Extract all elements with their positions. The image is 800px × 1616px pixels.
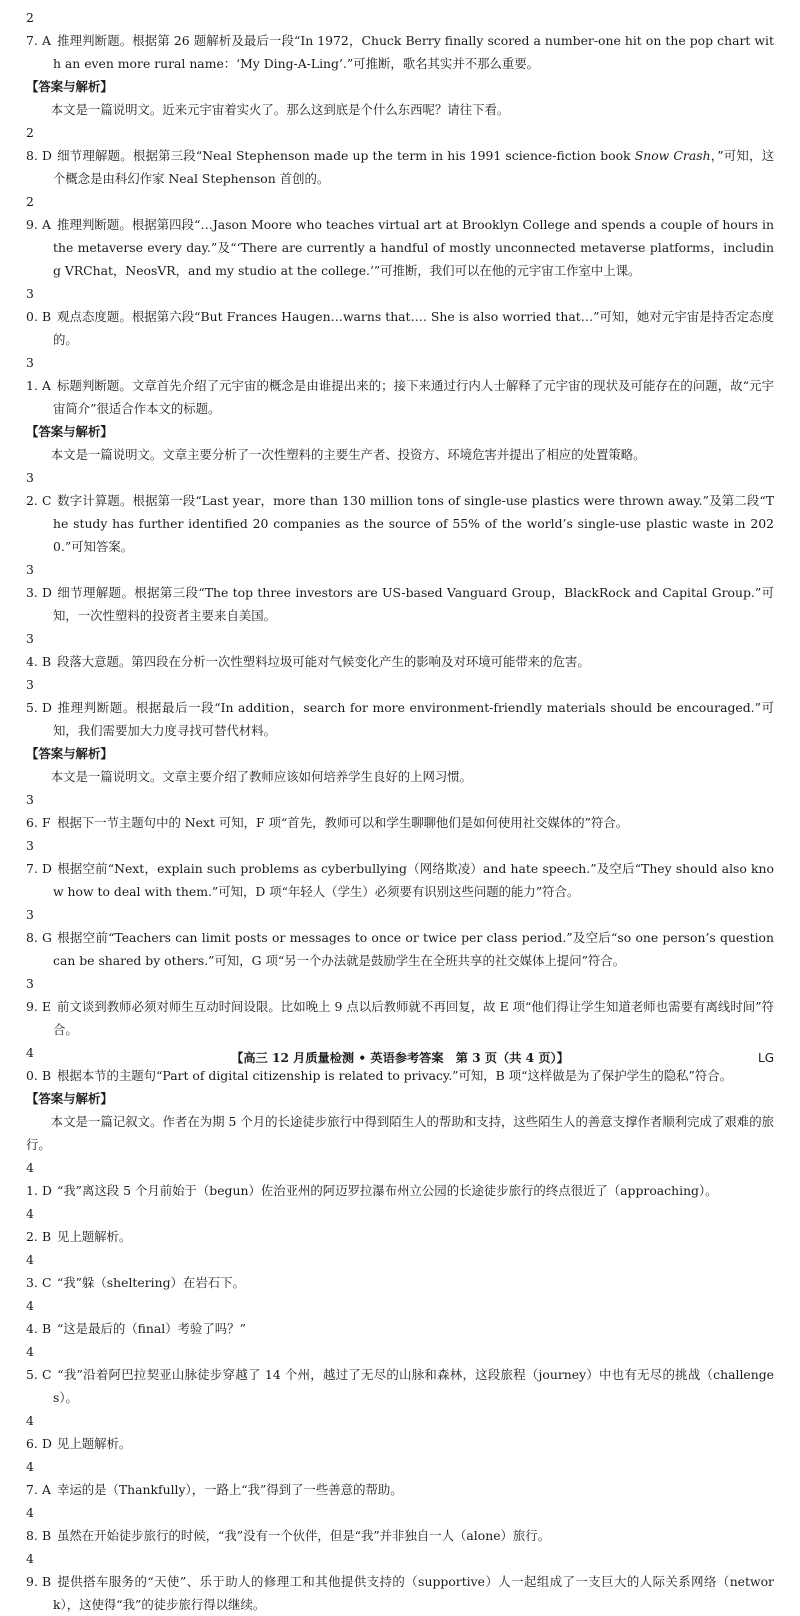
explanation-text: “我”沿着阿巴拉契亚山脉徒步穿越了 14 个州，越过了无尽的山脉和森林，这段旅程（journey）中也有无尽的挑战（challenges）。 [53, 1367, 774, 1405]
question-number: 42. [26, 1206, 38, 1244]
question-number: 44. [26, 1298, 38, 1336]
answer-item [26, 282, 774, 351]
question-number: 45. [26, 1344, 38, 1382]
question-number: 46. [26, 1413, 38, 1451]
answer-letter: B [42, 1528, 52, 1543]
explanation-text: 根据本节的主题句“Part of digital citizenship is related to privacy.”可知，B 项“这样做是为了保护学生的隐私”符合。 [56, 1068, 733, 1083]
answer-letter: A [42, 1482, 51, 1497]
answer-letter: A [42, 378, 51, 393]
answer-letter: B [42, 309, 52, 324]
footer-title: 【高三 12 月质量检测 • 英语参考答案 第 3 页（共 4 页）】 [231, 1051, 569, 1065]
explanation-text: 段落大意题。第四段在分析一次性塑料垃圾可能对气候变化产生的影响及对环境可能带来的危害。 [56, 654, 590, 669]
question-number: 30. [26, 286, 38, 324]
explanation-text: “我”躲（sheltering）在岩石下。 [56, 1275, 245, 1290]
explanation-text: 细节理解题。根据第三段“Neal Stephenson made up the term in his 1991 science-fiction book [57, 148, 635, 163]
answer-letter: A [42, 33, 51, 48]
question-number: 32. [26, 470, 38, 508]
answer-letter: B [42, 1321, 52, 1336]
answer-letter: B [42, 654, 52, 669]
answer-item [26, 1409, 774, 1455]
question-number: 49. [26, 1551, 38, 1589]
question-number: 47. [26, 1459, 38, 1497]
explanation-text: 标题判断题。文章首先介绍了元宇宙的概念是由谁提出来的；接下来通过行内人士解释了元宇宙的现状及可能存在的问题，故“元宇宙简介”很适合作本文的标题。 [53, 378, 774, 416]
answer-item [26, 466, 774, 558]
explanation-text: 见上题解析。 [56, 1229, 132, 1244]
answer-item [26, 351, 774, 420]
explanation-text: 数字计算题。根据第一段“Last year，more than 130 million tons of single-use plastics were thrown away.”及第二段“The study has further identified 20 companies as the source of 55% of the world’s single-use plastic waste in 2020.”可知答案。 [53, 493, 774, 554]
footer-code: LG [758, 1051, 774, 1065]
section-heading: 【答案与解析】 [26, 1091, 113, 1106]
question-number: 39. [26, 976, 38, 1014]
question-number: 34. [26, 631, 38, 669]
question-number: 36. [26, 792, 38, 830]
answer-item [26, 1248, 774, 1294]
answer-letter: D [42, 1183, 52, 1198]
answer-letter: C [42, 493, 52, 508]
explanation-text: 幸运的是（Thankfully），一路上“我”得到了一些善意的帮助。 [56, 1482, 403, 1497]
answer-item [26, 558, 774, 627]
answer-item [26, 1294, 774, 1340]
answer-letter: D [42, 148, 52, 163]
explanation-text-cont: ，”可知，这个概念是由科幻作家 Neal Stephenson 首创的。 [53, 148, 774, 186]
question-number: 35. [26, 677, 38, 715]
answer-letter: E [42, 999, 52, 1014]
explanation-text: 推理判断题。根据第四段“…Jason Moore who teaches virtual art at Brooklyn College and spends a couple of hours in the metaverse every day.”及“‘There are currently a handful of mostly unconnected metaverse platforms，including VRChat，NeosVR，and my studio at the college.’”可推断，我们可以在他的元宇宙工作室中上课。 [53, 217, 774, 278]
question-number: 40. [26, 1045, 38, 1083]
passage-summary: 本文是一篇记叙文。作者在为期 5 个月的长途徒步旅行中得到陌生人的帮助和支持，这些陌生人的善意支撑作者顺利完成了艰难的旅行。 [26, 1114, 774, 1152]
answer-letter: G [42, 930, 52, 945]
passage-summary: 本文是一篇说明文。近来元宇宙着实火了。那么这到底是个什么东西呢？请往下看。 [50, 102, 510, 117]
answer-letter: B [42, 1574, 52, 1589]
section-heading: 【答案与解析】 [26, 746, 113, 761]
question-number: 41. [26, 1160, 38, 1198]
question-number: 31. [26, 355, 38, 393]
answer-item [26, 1156, 774, 1202]
explanation-text: 观点态度题。根据第六段“But Frances Haugen…warns that…. She is also worried that…”可知，她对元宇宙是持否定态度的。 [53, 309, 774, 347]
question-number: 37. [26, 838, 38, 876]
explanation-text: “这是最后的（final）考验了吗？” [56, 1321, 246, 1336]
answer-item [26, 190, 774, 282]
explanation-text: 根据空前“Next，explain such problems as cyberbullying（网络欺凌）and hate speech.”及空后“They should also know how to deal with them.”可知，D 项“年轻人（学生）必须要有识别这些问题的能力”符合。 [53, 861, 774, 899]
question-number: 29. [26, 194, 38, 232]
answer-letter: C [42, 1367, 52, 1382]
explanation-text: 根据空前“Teachers can limit posts or messages to once or twice per class period.”及空后“so one person’s question can be shared by others.”可知，G 项“另一个办法就是鼓励学生在全班共享的社交媒体上提问”符合。 [53, 930, 774, 968]
answer-item [26, 1202, 774, 1248]
explanation-text: 推理判断题。根据第 26 题解析及最后一段“In 1972，Chuck Berry finally scored a number-one hit on the pop chart with an even more rural name：‘My Ding-A-Ling’.”可推断，歌名其实并不那么重要。 [53, 33, 774, 71]
question-number: 48. [26, 1505, 38, 1543]
question-number: 43. [26, 1252, 38, 1290]
answer-letter: D [42, 700, 52, 715]
answer-letter: B [42, 1068, 52, 1083]
explanation-text: 推理判断题。根据最后一段“In addition，search for more environment-friendly materials should be encouraged.”可知，我们需要加大力度寻找可替代材料。 [53, 700, 774, 738]
explanation-text: “我”离这段 5 个月前始于（begun）佐治亚州的阿迈罗拉瀑布州立公园的长途徒步旅行的终点很近了（approaching）。 [56, 1183, 718, 1198]
answer-item [26, 673, 774, 742]
question-number: 33. [26, 562, 38, 600]
explanation-text: 根据下一节主题句中的 Next 可知，F 项“首先，教师可以和学生聊聊他们是如何使用社交媒体的”符合。 [56, 815, 629, 830]
answer-item [26, 788, 774, 834]
question-number: 38. [26, 907, 38, 945]
page-footer [0, 1046, 800, 1070]
passage-summary: 本文是一篇说明文。文章主要介绍了教师应该如何培养学生良好的上网习惯。 [50, 769, 473, 784]
answer-letter: D [42, 1436, 52, 1451]
question-number: 27. [26, 10, 38, 48]
explanation-text: 虽然在开始徒步旅行的时候，“我”没有一个伙伴，但是“我”并非独自一人（alone）旅行。 [56, 1528, 551, 1543]
question-number: 28. [26, 125, 38, 163]
answer-item [26, 972, 774, 1041]
section-heading: 【答案与解析】 [26, 79, 113, 94]
answer-item [26, 121, 774, 190]
answer-letter: C [42, 1275, 52, 1290]
explanation-text: 细节理解题。根据第三段“The top three investors are US-based Vanguard Group，BlackRock and Capital Group.”可知，一次性塑料的投资者主要来自美国。 [53, 585, 774, 623]
answer-item [26, 1340, 774, 1409]
book-title: Snow Crash [634, 148, 711, 163]
answer-letter: B [42, 1229, 52, 1244]
explanation-text: 前文谈到教师必须对师生互动时间设限。比如晚上 9 点以后教师就不再回复，故 E 项“他们得让学生知道老师也需要有离线时间”符合。 [53, 999, 774, 1037]
answer-letter: A [42, 217, 51, 232]
answer-letter: D [42, 861, 52, 876]
answer-letter: F [42, 815, 51, 830]
answer-item [26, 627, 774, 673]
answer-item [26, 1547, 774, 1616]
explanation-text: 见上题解析。 [56, 1436, 132, 1451]
passage-summary: 本文是一篇说明文。文章主要分析了一次性塑料的主要生产者、投资方、环境危害并提出了相应的处置策略。 [50, 447, 646, 462]
section-heading: 【答案与解析】 [26, 424, 113, 439]
answer-item [26, 1501, 774, 1547]
answer-item [26, 1455, 774, 1501]
answer-item [26, 834, 774, 903]
answer-item [26, 6, 774, 75]
explanation-text: 提供搭车服务的“天使”、乐于助人的修理工和其他提供支持的（supportive）人一起组成了一支巨大的人际关系网络（network），这使得“我”的徒步旅行得以继续。 [53, 1574, 774, 1612]
answer-item [26, 903, 774, 972]
answer-letter: D [42, 585, 52, 600]
